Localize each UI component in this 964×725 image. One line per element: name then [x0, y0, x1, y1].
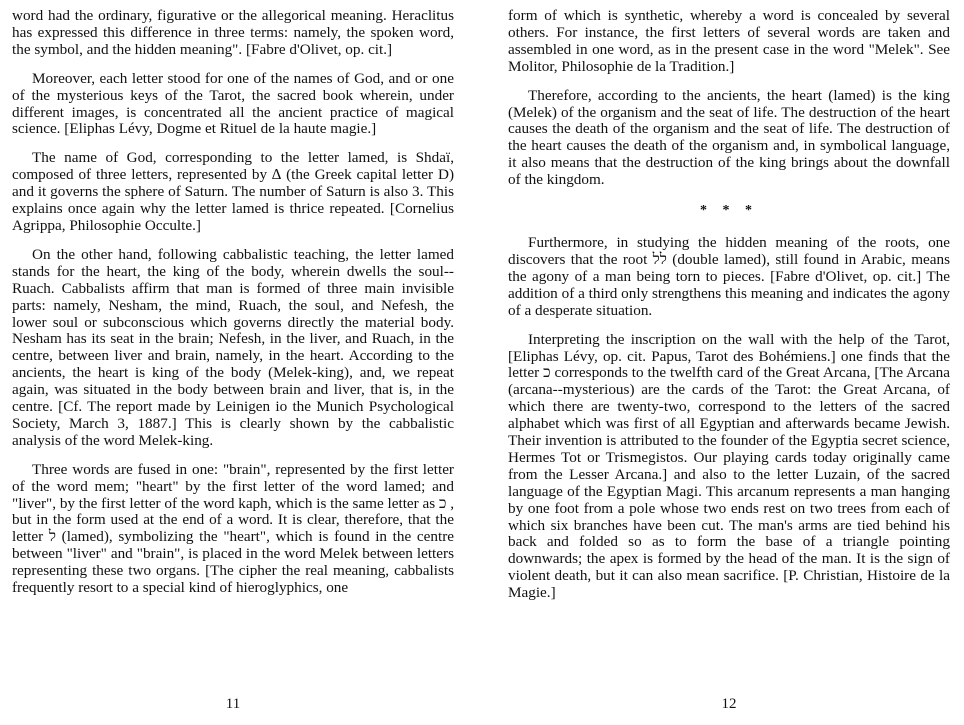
left-paragraph-4: On the other hand, following cabbalistic teaching, the letter lamed stands for the heart, the king of the body, wherein dwells the soul--Ruach. Cabbalists affirm that man is formed of three main invisible parts: namely, Nesham, the mind, Ruach, the soul, and Nefesh, the lower soul or subconscious which governs directly the material body. Nesham has its seat in the brain; Nefesh, in the liver, and Ruach, in the centre, between liver and brain, namely, in the heart. According to the ancients, the heart is king of the body (Melek-king), and, we repeat again, was situated in the body between brain and liver, that is, in the centre. [Cf. The report made by Leinigen io the Munich Psychological Society, March 3, 1887.] This is clearly shown by the cabbalistic analysis of the word Melek-king.: [12, 245, 454, 449]
right-paragraph-3: Furthermore, in studying the hidden meaning of the roots, one discovers that the root לל (double lamed), still found in Arabic, means the agony of a man being torn to pieces. [Fabre d'Olivet, op. cit.] The addition of a third only strengthens this meaning and indicates the agony of a desperate situation.: [508, 234, 951, 319]
right-page-number: 12: [721, 696, 737, 712]
left-page-number: 11: [225, 696, 241, 712]
right-paragraph-4: Interpreting the inscription on the wall with the help of the Tarot, [Eliphas Lévy, op. cit. Papus, Tarot des Bohémiens.] one finds that the letter כ corresponds to the twelfth card of the Great Arcana, [The Arcana (arcana--mysterious) are the cards of the Tarot: the Great Arcana, of which there are twenty-two, correspond to the letters of the sacred alphabet which was first of all Egyptian and afterwards became Jewish. Their invention is attributed to the founder of the Egyptia secret science, Hermes Tot or Trismegistos. Our playing cards today originally came from the Lesser Arcana.] and also to the letter Luzain, of the sacred language of the Egyptian Magi. This arcanum represents a man hanging by one foot from a pole whose two ends rest on two trees from each of which six branches have been cut. The man's arms are tied behind his back and folded so as to form the base of a triangle pointing downwards; the apex is formed by the head of the man. It is the sign of violent death, but it can also mean sacrifice. [P. Christian, Histoire de la Magie.]: [508, 330, 951, 602]
section-separator: * * *: [700, 203, 758, 219]
left-paragraph-5: Three words are fused in one: "brain", represented by the first letter of the word mem; "heart" by the first letter of the word lamed; and "liver", by the first letter of the word kaph, which is the same letter as כ , but in the form used at the end of a word. It is clear, therefore, that the letter ל (lamed), symbolizing the "heart", which is found in the centre between "liver" and "brain", is placed in the word Melek between letters representing these two organs. [The cipher the real meaning, cabbalists frequently resort to a special kind of hieroglyphics, one: [12, 460, 455, 597]
right-paragraph-2: Therefore, according to the ancients, the heart (lamed) is the king (Melek) of the organism and the seat of life. The destruction of the heart causes the death of the organism and the seat of life. The destruction of the heart causes the death of the organism and, in symbolical language, it also means that the destruction of the king brings about the downfall of the kingdom.: [508, 86, 950, 189]
right-paragraph-1: form of which is synthetic, whereby a word is concealed by several others. For instance, the first letters of several words are taken and assembled in one word, as in the present case in the word "Melek". See Molitor, Philosophie de la Tradition.]: [508, 7, 950, 75]
left-paragraph-1: word had the ordinary, figurative or the allegorical meaning. Heraclitus has expressed this difference in three terms: namely, the spoken word, the symbol, and the hidden meaning". [Fabre d'Olivet, op. cit.]: [12, 7, 454, 58]
left-paragraph-3: The name of God, corresponding to the letter lamed, is Shdaï, composed of three letters, represented by ∆ (the Greek capital letter D) and it governs the sphere of Saturn. The number of Saturn is also 3. This explains once again why the letter lamed is thrice repeated. [Cornelius Agrippa, Philosophie Occulte.]: [12, 149, 454, 234]
left-paragraph-2: Moreover, each letter stood for one of the names of God, and or one of the mysterious keys of the Tarot, the sacred book wherein, under different images, is concentrated all the ancient practice of magical science. [Eliphas Lévy, Dogme et Rituel de la haute magie.]: [12, 69, 454, 138]
left-page: [12, 8, 454, 698]
right-page: [508, 8, 950, 698]
